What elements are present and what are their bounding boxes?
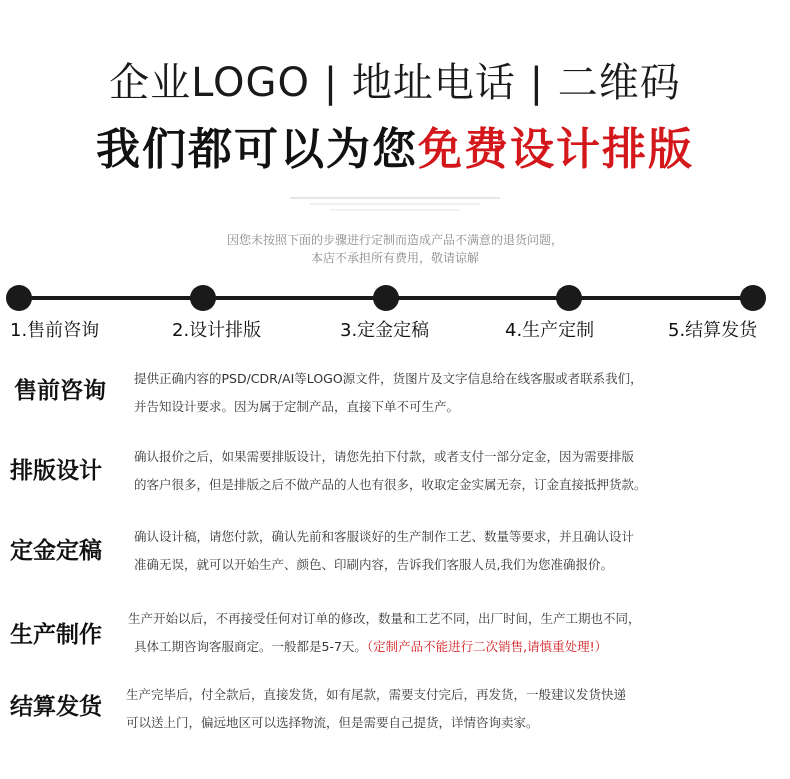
section-title: 结算发货 (10, 694, 102, 720)
section-text-line: 确认报价之后，如果需要排版设计，请您先拍下付款，或者支付一部分定金，因为需要排版 (134, 449, 635, 464)
decorative-divider (270, 190, 520, 220)
section-text-line (134, 636, 607, 658)
section-text-line: 并告知设计要求。因为属于定制产品，直接下单不可生产。 (134, 399, 460, 414)
header-free-design-black: 我们都可以为您 (96, 124, 418, 175)
timeline-dot (740, 285, 766, 311)
section-text-line: 生产完毕后，付全款后，直接发货，如有尾款，需要支付完后，再发货，一般建议发货快递 (126, 687, 627, 702)
timeline-dot (373, 285, 399, 311)
section-text-line: 可以送上门，偏远地区可以选择物流，但是需要自己提货，详情咨询卖家。 (126, 715, 539, 730)
section-text-line: 确认设计稿，请您付款，确认先前和客服谈好的生产制作工艺、数量等要求，并且确认设计 (134, 529, 635, 544)
step-label-1: 1.售前咨询 (10, 320, 100, 341)
timeline-dot (6, 285, 32, 311)
section-text-line: 准确无误，就可以开始生产、颜色、印刷内容，告诉我们客服人员,我们为您准确报价。 (134, 557, 613, 572)
section-title: 排版设计 (10, 458, 102, 484)
step-label-5: 5.结算发货 (668, 320, 758, 341)
header-free-design-red: 免费设计排版 (418, 124, 694, 175)
section-text-line: 的客户很多，但是排版之后不做产品的人也有很多，收取定金实属无奈，订金直接抵押货款。 (134, 477, 647, 492)
header-free-design-line (0, 122, 790, 178)
timeline-dot (556, 285, 582, 311)
section-warning-red: （定制产品不能进行二次销售,请慎重处理!） (366, 639, 608, 654)
step-label-3: 3.定金定稿 (340, 320, 430, 341)
timeline-dot (190, 285, 216, 311)
section-text-normal: 具体工期咨询客服商定。一般都是5-7天。 (134, 639, 367, 654)
section-title: 定金定稿 (10, 538, 102, 564)
section-title: 生产制作 (10, 622, 102, 648)
section-text-line: 提供正确内容的PSD/CDR/AI等LOGO源文件，货图片及文字信息给在线客服或者联系我们， (134, 371, 643, 386)
step-label-2: 2.设计排版 (172, 320, 262, 341)
section-title: 售前咨询 (14, 378, 106, 404)
notice-line-1: 因您未按照下面的步骤进行定制而造成产品不满意的退货问题， (226, 233, 563, 247)
header-contact-line: 企业LOGO | 地址电话 | 二维码 (109, 60, 681, 106)
section-text-line: 生产开始以后，不再接受任何对订单的修改，数量和工艺不同，出厂时间，生产工期也不同， (128, 611, 641, 626)
step-label-4: 4.生产定制 (505, 320, 595, 341)
notice-line-2: 本店不承担所有费用，敬请谅解 (310, 251, 479, 265)
